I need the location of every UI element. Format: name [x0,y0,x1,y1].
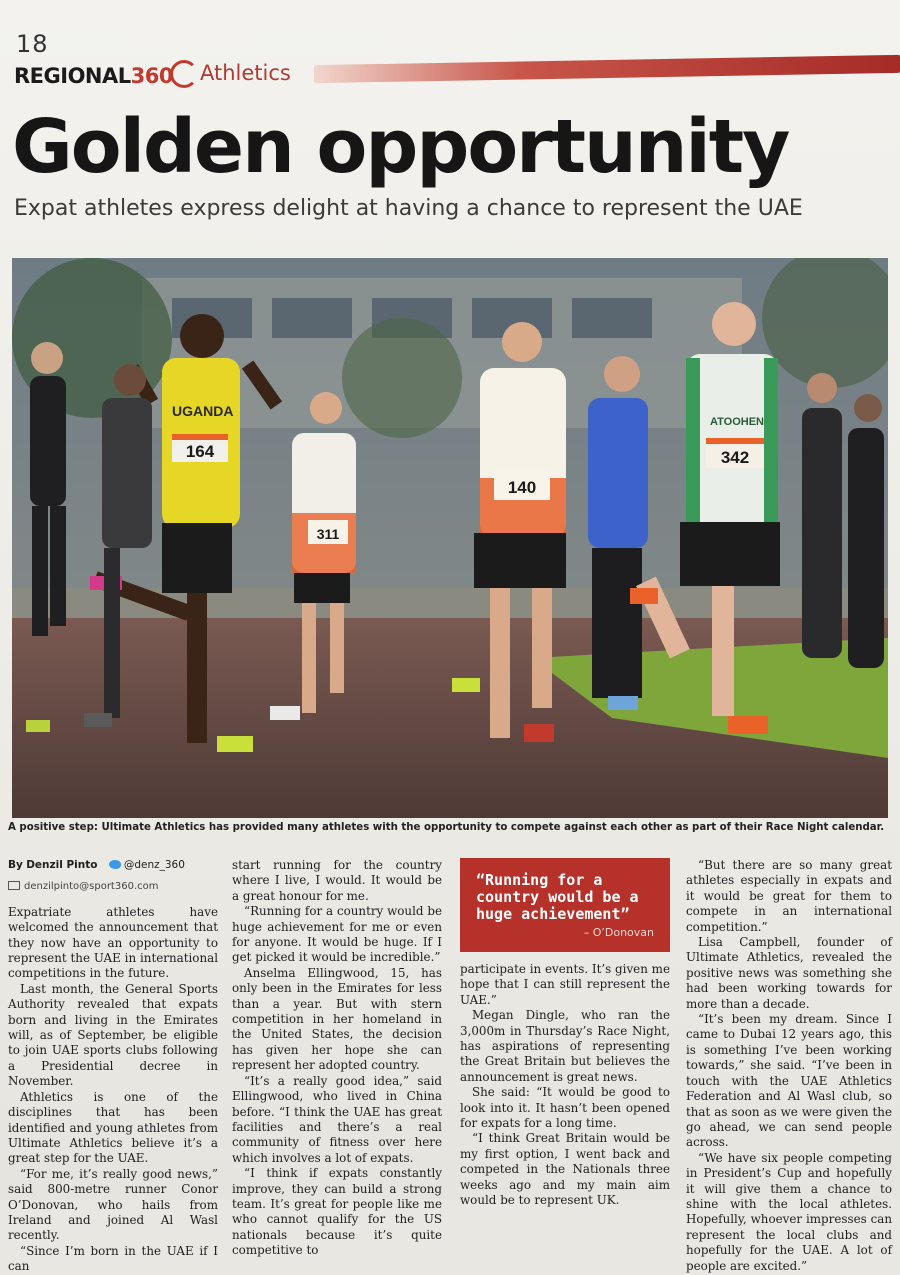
vest-text: UGANDA [172,403,234,419]
paragraph: “I think if expats constantly improve, they can build a strong team. It’s great for people like me who cannot qualify for the US nationals because it’s quite competitive to [232,1166,442,1258]
window [572,298,652,338]
page-number: 18 [16,30,49,58]
article-column-4 [686,858,892,1274]
window [272,298,352,338]
bib-342: 342 [720,448,750,467]
tree [342,318,462,438]
paragraph: Lisa Campbell, founder of Ultimate Athletics, revealed the positive news was something she had been working towards for more than a decade. [686,935,892,1011]
photo-caption: A positive step: Ultimate Athletics has provided many athletes with the opportunity to compete against each other as part of their Race Night calendar. [8,822,885,833]
headline: Golden opportunity [12,104,789,190]
brand-word: REGIONAL [14,64,131,88]
paragraph: Anselma Ellingwood, 15, has only been in the Emirates for less than a year. But with stern competition in her homeland in the United States, the decision has given her hope she can represent her adopted country. [232,965,442,1073]
bib-311: 311 [316,526,340,542]
email-icon [8,881,20,890]
paragraph: Expatriate athletes have welcomed the announcement that they now have an opportunity to represent the UAE in international competitions in the future. [8,904,218,981]
paragraph: start running for the country where I live, I would. It would be a great honour for me. [232,858,442,903]
pull-quote [460,858,670,952]
paragraph: She said: “It would be good to look into it. It hasn’t been opened for expats for a long time. [460,1085,670,1131]
race-illustration [12,258,888,818]
section-bar [314,55,900,83]
article-column-2 [232,858,442,1259]
article-column-3 [460,858,670,1209]
byline [8,858,218,873]
byline-prefix: By [8,859,23,871]
race-photo [12,258,888,818]
paragraph: “Running for a country would be huge achievement for me or even for anyone. It would be huge. If I get picked it would be incredible.” [232,904,442,965]
paragraph: Megan Dingle, who ran the 3,000m in Thursday’s Race Night, has aspirations of representing the Great Britain but believes the announcement is great news. [460,1008,670,1084]
section-header [14,58,886,92]
brand-swirl-icon [170,60,198,88]
paragraph: “It’s a really good idea,” said Ellingwood, who lived in China before. “I think the UAE has great facilities and there’s a real community of fitness over here which involves a lot of expats. [232,1073,442,1165]
brand-logo [14,64,173,88]
bib-164: 164 [185,442,215,461]
paragraph: “It’s been my dream. Since I came to Dubai 12 years ago, this is something I’ve been working towards,” she said. “I’ve been in touch with the UAE Athletics Federation and Al Wasl club, so that as soon as we were given the go ahead, we can send people across. [686,1012,892,1150]
pull-quote-attribution: – O’Donovan [583,926,654,939]
paragraph: “I think Great Britain would be my first option, I went back and competed in the Nationals three weeks ago and my main aim would be to represent UK. [460,1131,670,1208]
twitter-icon [109,860,121,869]
twitter-handle[interactable]: @denz_360 [123,859,185,871]
bib-140: 140 [507,478,537,497]
vest-text: ATOOHEN [710,416,764,428]
standfirst: Expat athletes express delight at having a chance to represent the UAE [14,196,803,221]
paragraph: “For me, it’s really good news,” said 800-metre runner Conor O’Donovan, who hails from Ireland and joined Al Wasl recently. [8,1166,218,1243]
paragraph: Last month, the General Sports Authority revealed that expats born and living in the Emirates will, as of September, be eligible to join UAE sports clubs following a Presidential decree in November. [8,981,218,1089]
article-column-1 [8,858,218,1275]
author-name: Denzil Pinto [26,859,98,871]
brand-number: 360 [130,64,173,88]
paragraph: participate in events. It’s given me hope that I can still represent the UAE.” [460,962,670,1007]
paragraph: “But there are so many great athletes especially in expats and it would be great for them to compete in an international competition.” [686,858,892,934]
section-name: Athletics [200,61,291,85]
paragraph: Athletics is one of the disciplines that has been identified and young athletes from Ultimate Athletics believe it’s a great step for the UAE. [8,1089,218,1166]
paragraph: “We have six people competing in President’s Cup and hopefully it will give them a chance to shine with the local athletes. Hopefully, whoever impresses can represent the local clubs and hopefully for the UAE. A lot of people are excited.” [686,1150,892,1273]
runner-blue [588,356,648,710]
email-row [8,879,218,894]
pull-quote-text: “Running for a country would be a huge achievement” [476,871,639,923]
paragraph: “Since I’m born in the UAE if I can [8,1243,218,1274]
author-email[interactable]: denzilpinto@sport360.com [24,881,159,893]
